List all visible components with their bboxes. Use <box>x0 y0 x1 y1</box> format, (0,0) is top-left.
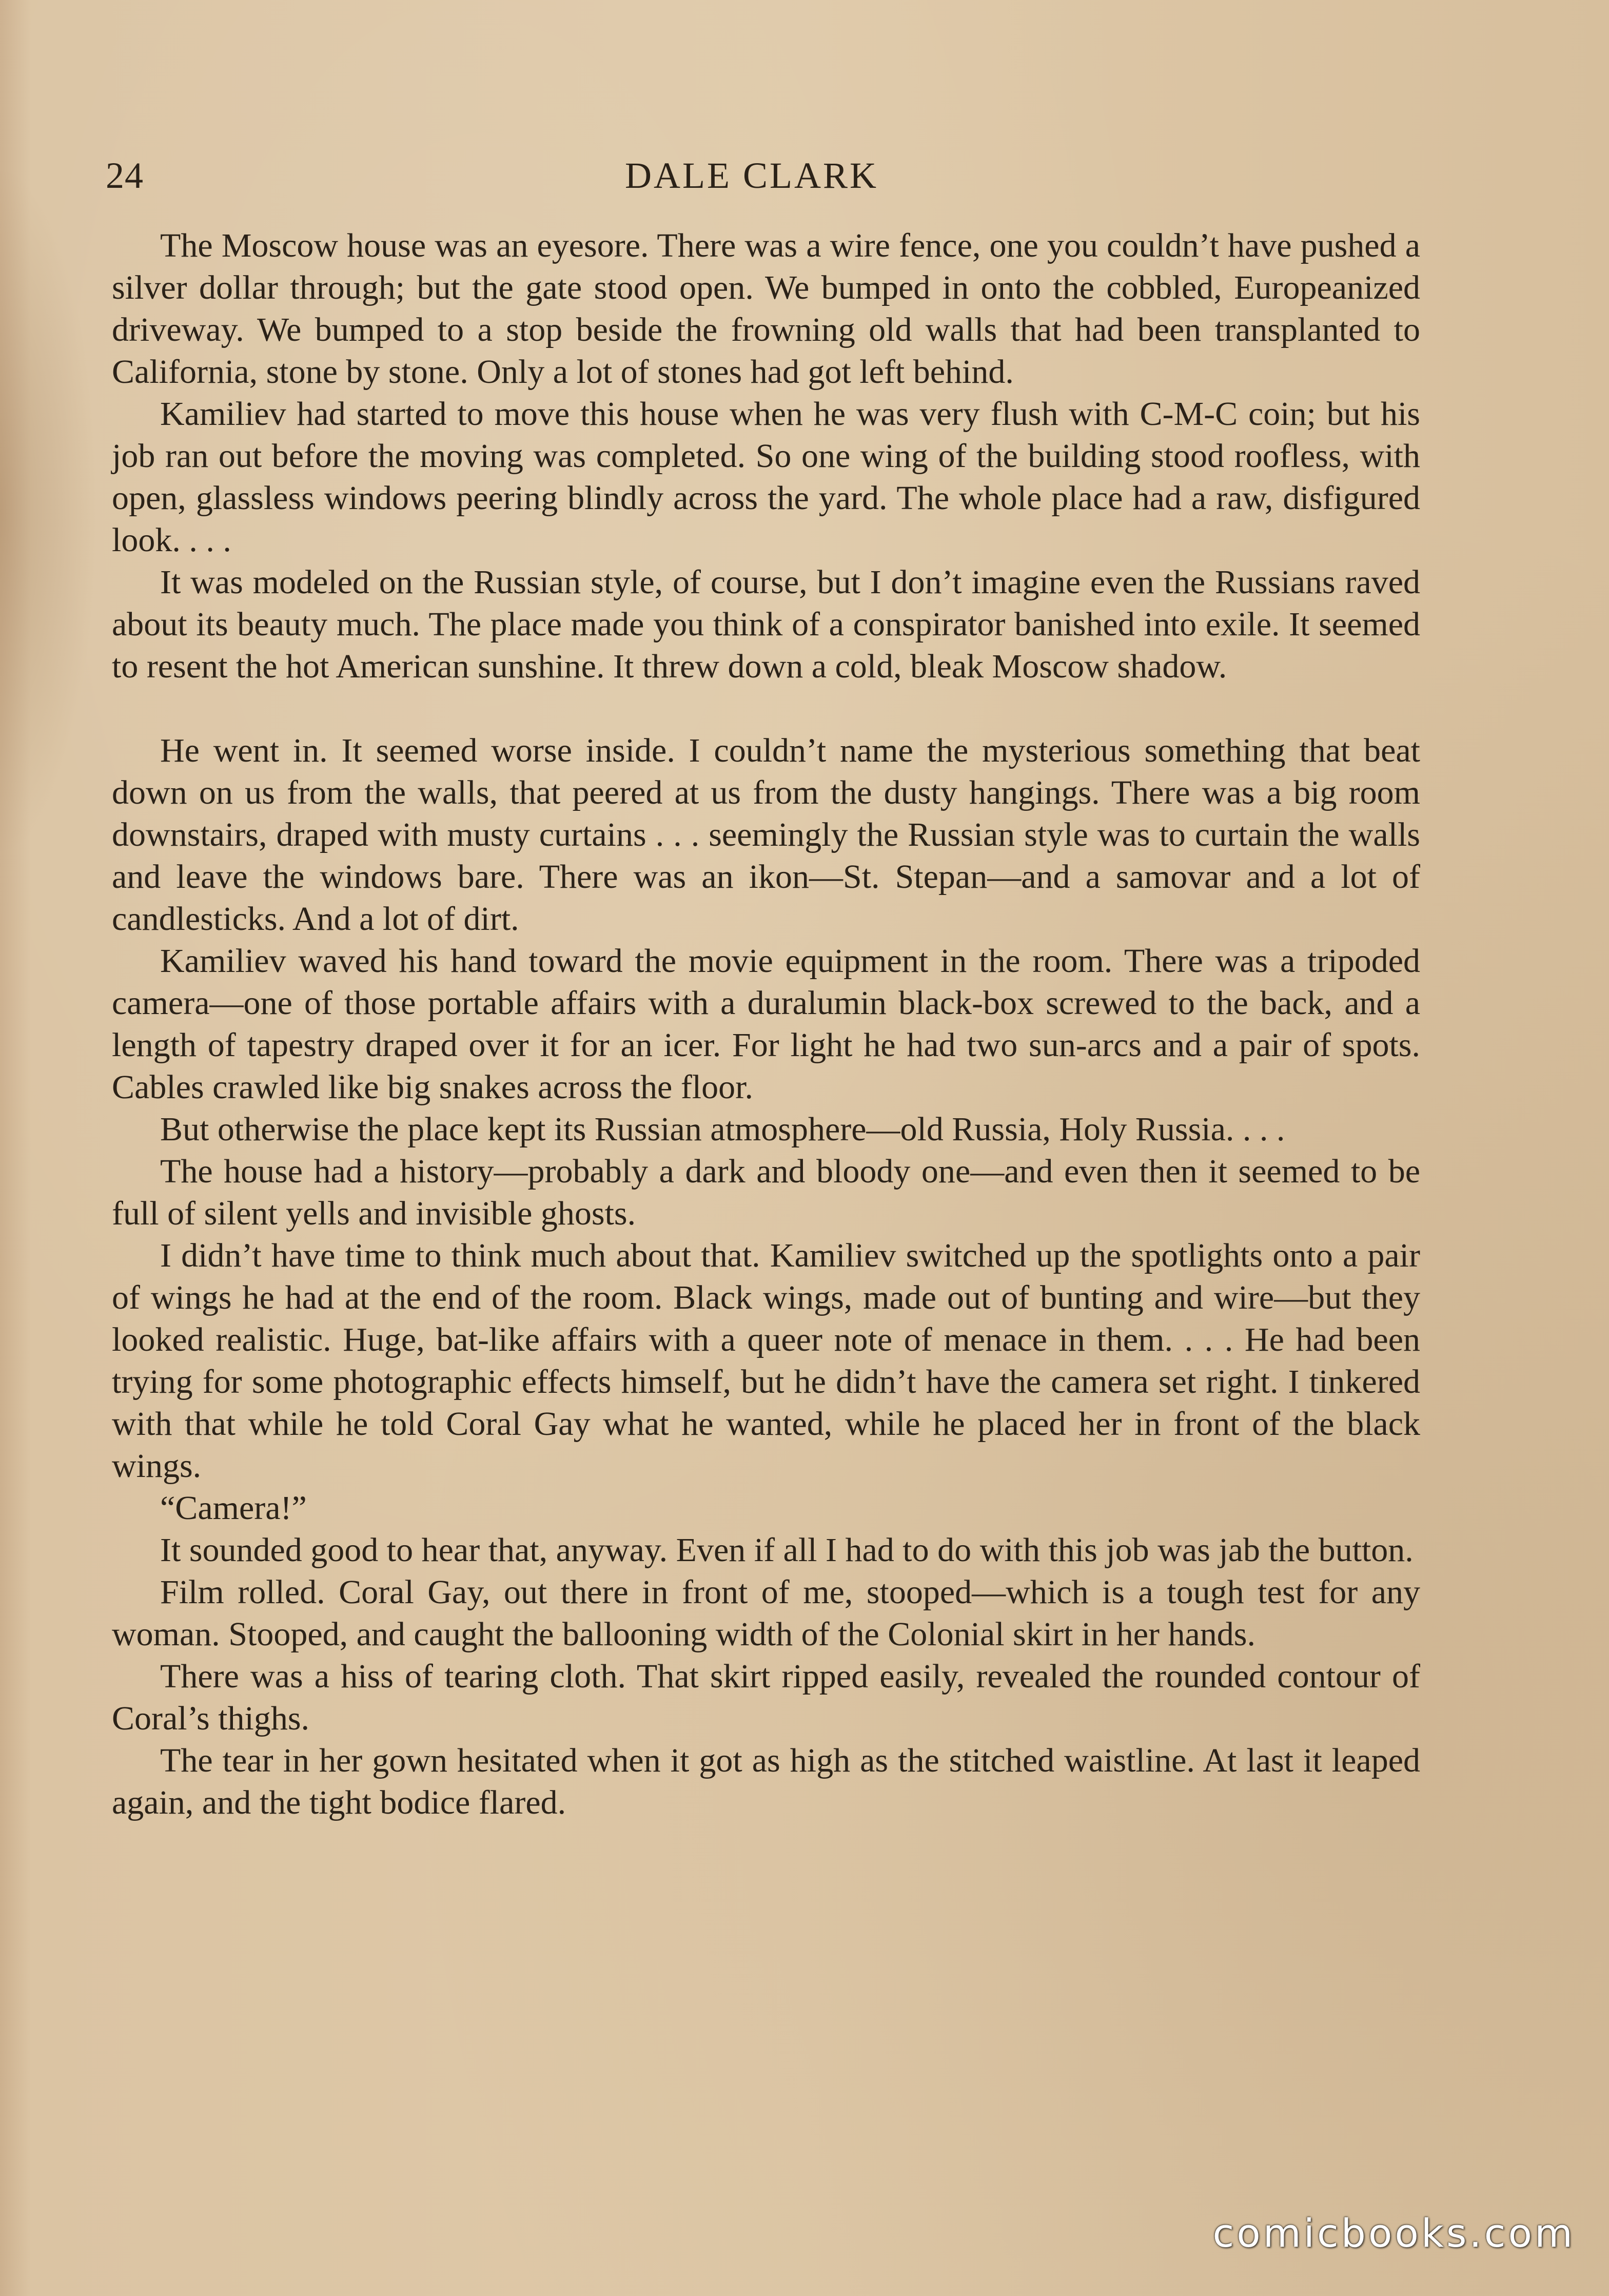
paragraph: “Camera!” <box>160 1489 307 1527</box>
paragraph: He went in. It seemed worse inside. I couldn’t name the mysterious something that beat down on us from the walls, that peered at us from the dusty hangings. There was a big room downstairs, draped with musty curtains . . . seemingly the Russian style was to curtain the walls and leave the windows bare. There was an ikon—St. Stepan—and a samovar and a lot of candlesticks. And a lot of dirt. <box>112 732 1420 938</box>
paragraph: Kamiliev had started to move this house when he was very flush with C-M-C coin; but his job ran out before the moving was completed. So one wing of the building stood roofless, with open, glassless windows peering blindly across the yard. The whole place had a raw, disfigured look. . . . <box>112 395 1420 559</box>
running-head: DALE CLARK <box>625 155 878 196</box>
paragraph: The Moscow house was an eyesore. There was a wire fence, one you couldn’t have pushed a silver dollar through; but the gate stood open. We bumped in onto the cobbled, Europeanized driveway. We bumped to a stop beside the frowning old walls that had been transplanted to California, stone by stone. Only a lot of stones had got left behind. <box>112 227 1420 391</box>
page-number: 24 <box>106 155 144 196</box>
paper-stain <box>0 164 97 857</box>
paragraph: The house had a history—probably a dark and bloody one—and even then it seemed to be full of silent yells and invisible ghosts. <box>112 1153 1420 1232</box>
paragraph: Film rolled. Coral Gay, out there in front of me, stooped—which is a tough test for any woman. Stooped, and caught the ballooning width of the Colonial skirt in her hands. <box>112 1573 1420 1653</box>
page-header <box>0 150 1609 201</box>
paragraph: It was modeled on the Russian style, of course, but I don’t imagine even the Russians raved about its beauty much. The place made you think of a conspirator banished into exile. It seemed to resent the hot American sunshine. It threw down a cold, bleak Moscow shadow. <box>112 563 1420 685</box>
paragraph: There was a hiss of tearing cloth. That skirt ripped easily, revealed the rounded contour of Coral’s thighs. <box>112 1658 1420 1737</box>
paragraph: I didn’t have time to think much about that. Kamiliev switched up the spotlights onto a pair of wings he had at the end of the room. Black wings, made out of bunting and wire—but they looked realistic. Huge, bat-like affairs with a queer note of menace in them. . . . He had been trying for some photographic effects himself, but he didn’t have the camera set right. I tinkered with that while he told Coral Gay what he wanted, while he placed her in front of the black wings. <box>112 1237 1420 1485</box>
body-text <box>112 225 1420 1824</box>
paragraph: It sounded good to hear that, anyway. Even if all I had to do with this job was jab the button. <box>160 1531 1414 1569</box>
paragraph: But otherwise the place kept its Russian atmosphere—old Russia, Holy Russia. . . . <box>160 1111 1285 1148</box>
paragraph: The tear in her gown hesitated when it got as high as the stitched waistline. At last it leaped again, and the tight bodice flared. <box>112 1742 1420 1821</box>
site-watermark: comicbooks.com <box>1212 2210 1575 2256</box>
paragraph: Kamiliev waved his hand toward the movie equipment in the room. There was a tripoded camera—one of those portable affairs with a duralumin black-box screwed to the back, and a length of tapestry draped over it for an icer. For light he had two sun-arcs and a pair of spots. Cables crawled like big snakes across the floor. <box>112 942 1420 1106</box>
